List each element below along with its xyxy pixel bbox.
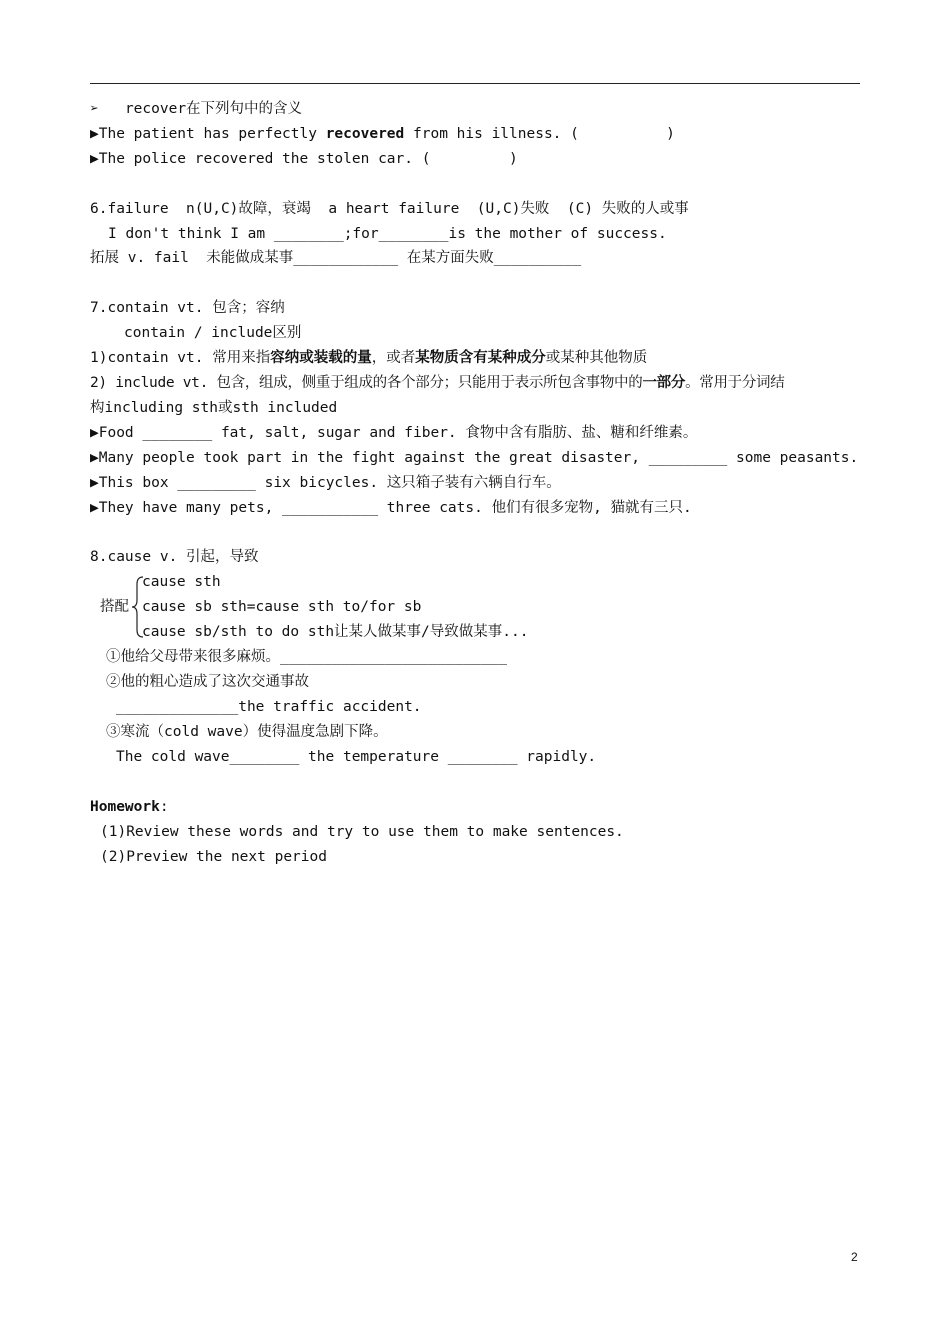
contain-subtitle: contain / include区别 bbox=[124, 325, 302, 341]
cause-question-2-answer: ______________the traffic accident. bbox=[116, 699, 422, 715]
include-point-2: 2) include vt. 包含，组成，侧重于组成的各个部分；只能用于表示所包含事物中的一部分。常用于分词结 bbox=[90, 375, 785, 391]
include-point-2-cont: 构including sth或sth included bbox=[90, 400, 338, 416]
collocation-2: cause sb sth=cause sth to/for sb bbox=[142, 599, 422, 615]
cause-question-1: ①他给父母带来很多麻烦。__________________________ bbox=[106, 649, 507, 665]
contain-example-1: ▶Food ________ fat, salt, sugar and fiber. 食物中含有脂肪、盐、糖和纤维素。 bbox=[90, 425, 698, 441]
failure-extend: 拓展 v. fail 未能做成某事____________ 在某方面失败__________ bbox=[90, 250, 582, 266]
cause-title: 8.cause v. 引起，导致 bbox=[90, 549, 259, 565]
failure-title: 6.failure n(U,C)故障，衰竭 a heart failure (U,C)失败 (C) 失败的人或事 bbox=[90, 201, 689, 217]
recovered-keyword: recovered bbox=[325, 126, 405, 142]
contain-point-1: 1)contain vt. 常用来指容纳或装载的量，或者某物质含有某种成分或某种其他物质 bbox=[90, 350, 648, 366]
contain-example-4: ▶They have many pets, ___________ three cats. 他们有很多宠物, 猫就有三只. bbox=[90, 500, 692, 516]
homework-item-2: (2)Preview the next period bbox=[100, 849, 327, 865]
contain-example-2: ▶Many people took part in the fight against the great disaster, _________ some peasants. bbox=[90, 450, 859, 466]
cause-question-3: ③寒流（cold wave）使得温度急剧下降。 bbox=[106, 724, 388, 740]
recover-header: ➢ recover在下列句中的含义 bbox=[90, 101, 303, 117]
collocation-1: cause sth bbox=[142, 574, 221, 590]
collocation-label: 搭配 bbox=[100, 599, 129, 615]
recover-sentence-2: ▶The police recovered the stolen car. ( ) bbox=[90, 151, 518, 167]
recover-sentence-1: ▶The patient has perfectly recovered from his illness. ( ) bbox=[90, 126, 675, 142]
cause-question-2: ②他的粗心造成了这次交通事故 bbox=[106, 674, 309, 690]
homework-item-1: (1)Review these words and try to use them to make sentences. bbox=[100, 824, 624, 840]
homework-title: Homework: bbox=[90, 799, 169, 815]
failure-example: I don't think I am ________;for________is the mother of success. bbox=[108, 226, 667, 242]
page-number: 2 bbox=[851, 1250, 858, 1264]
contain-title: 7.contain vt. 包含；容纳 bbox=[90, 300, 285, 316]
arrow-marker-icon: ➢ bbox=[90, 101, 99, 117]
collocation-3: cause sb/sth to do sth让某人做某事/导致做某事... bbox=[142, 624, 529, 640]
cause-question-3-answer: The cold wave________ the temperature ________ rapidly. bbox=[116, 749, 597, 765]
header-rule bbox=[90, 83, 860, 84]
contain-example-3: ▶This box _________ six bicycles. 这只箱子装有六辆自行车。 bbox=[90, 475, 561, 491]
